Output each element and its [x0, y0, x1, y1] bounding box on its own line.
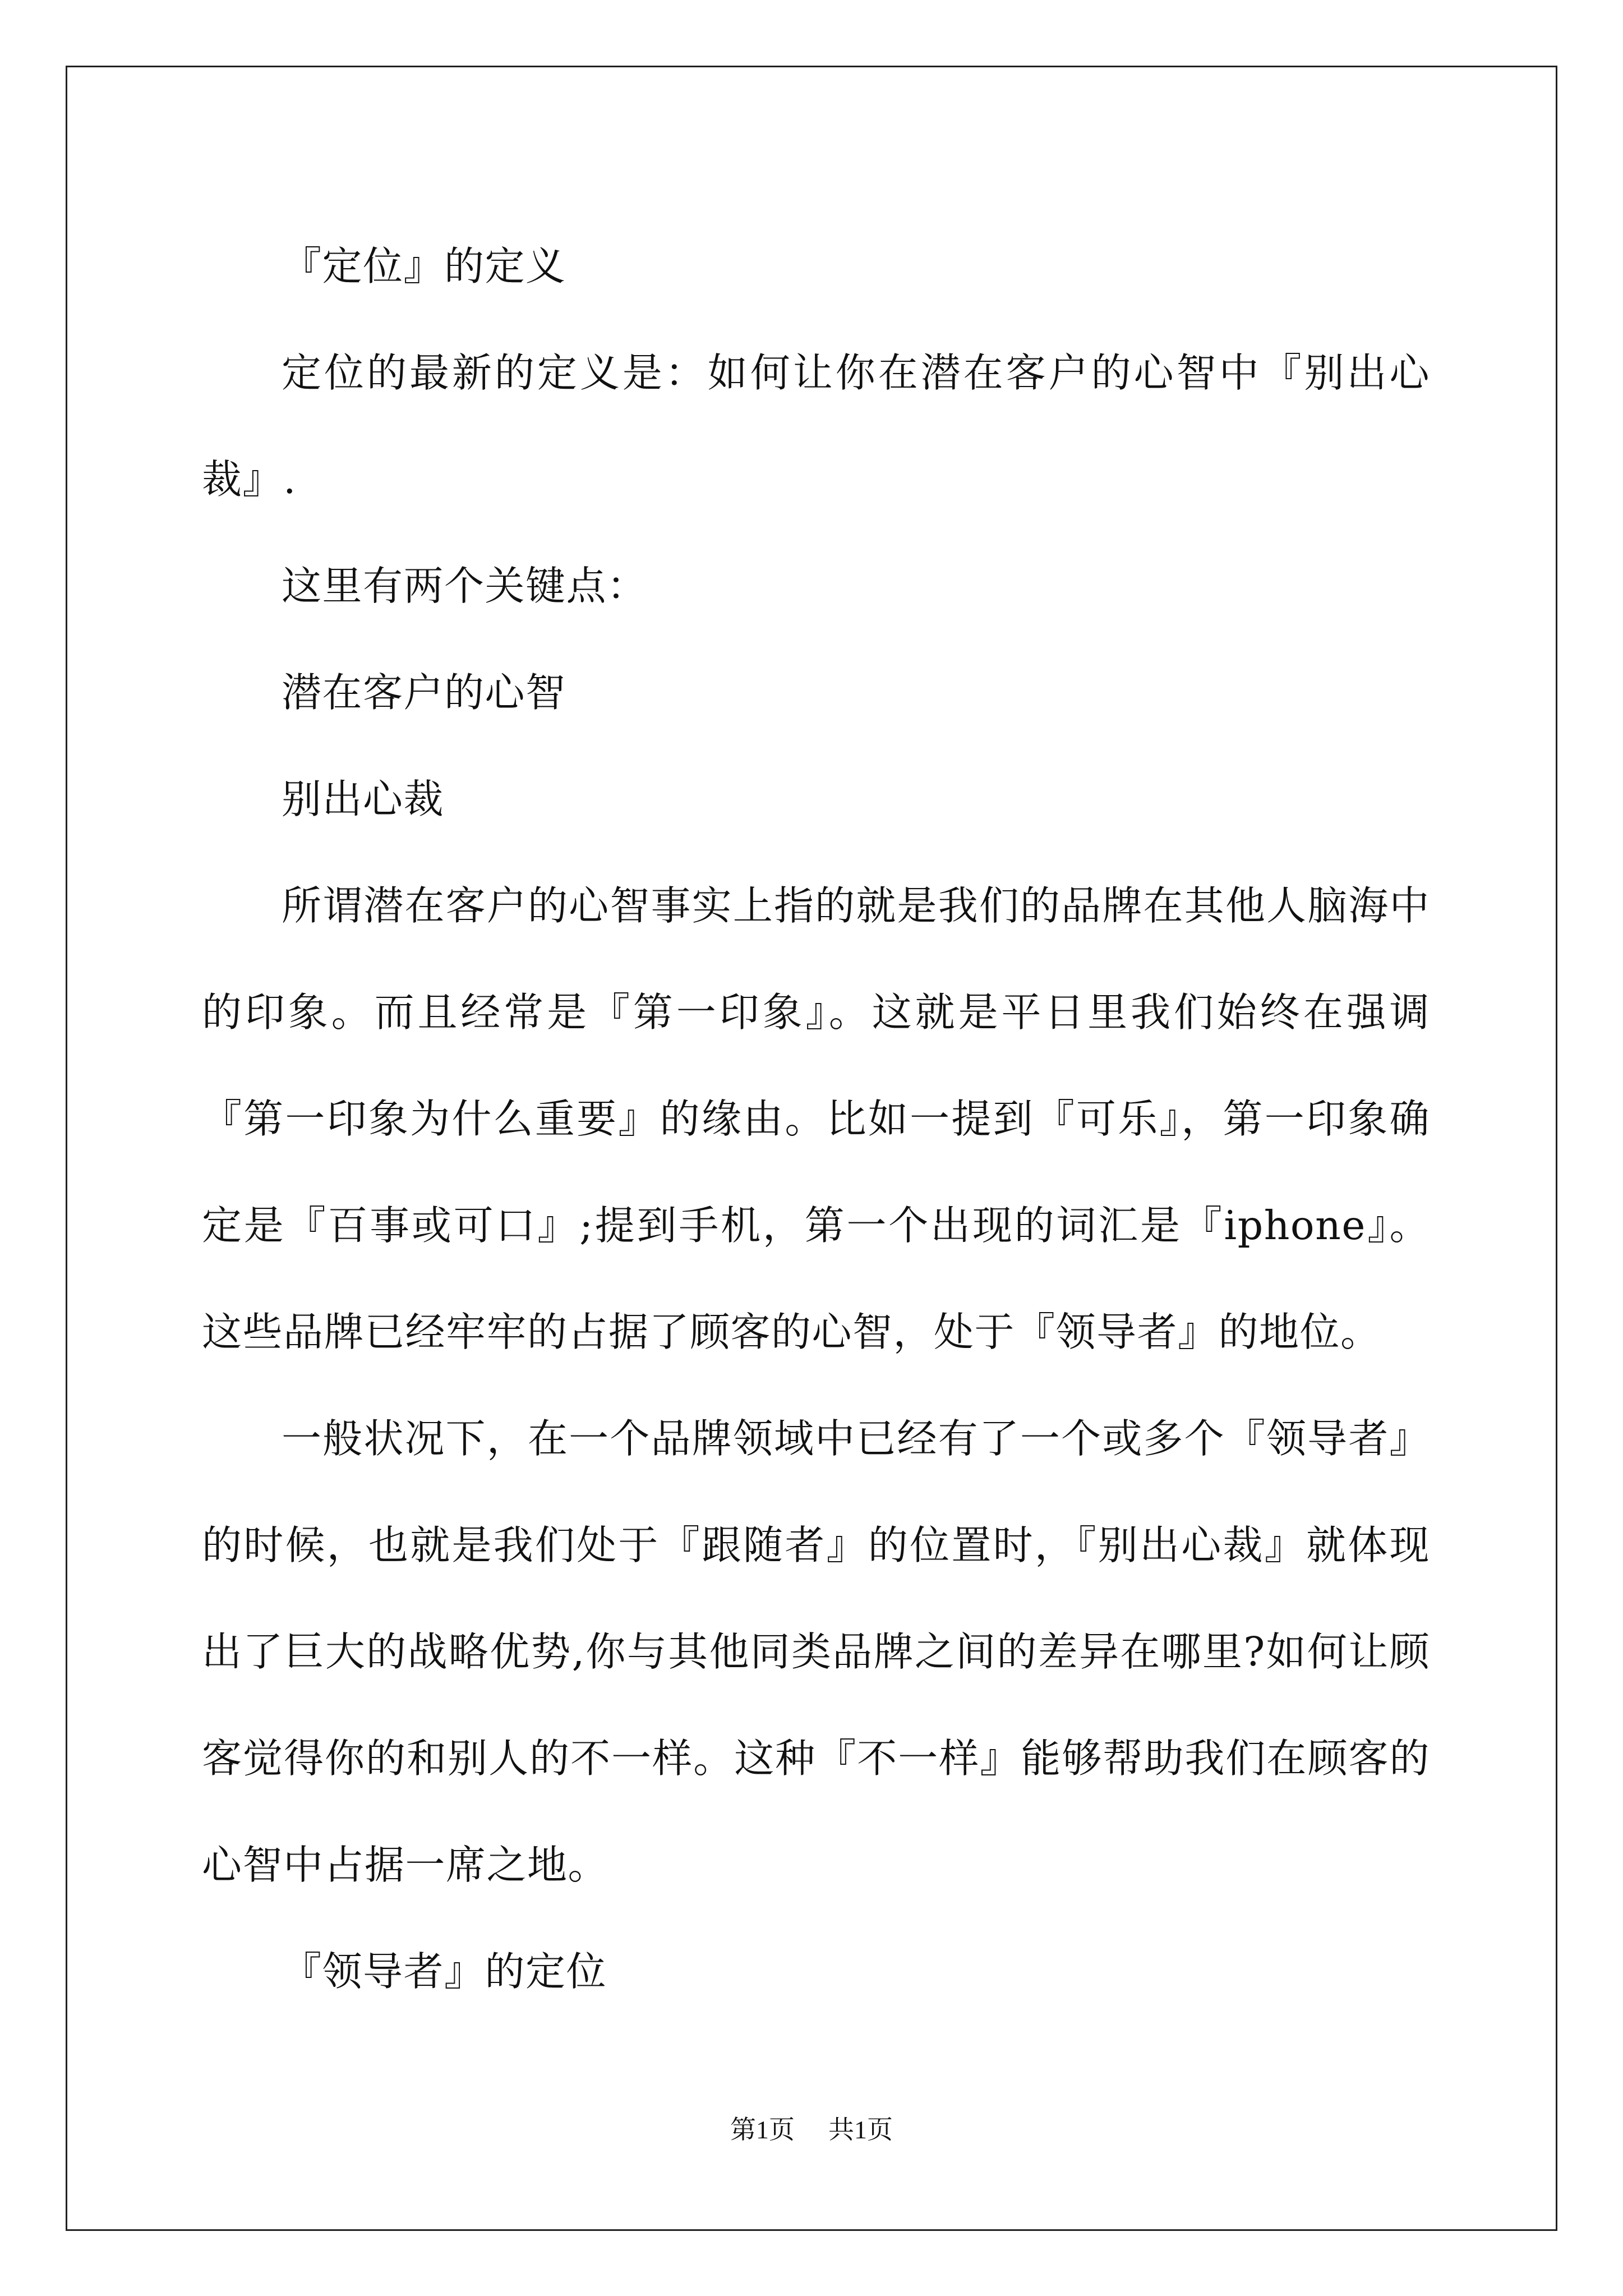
- heading-definition: 『定位』的定义: [282, 243, 566, 289]
- paragraph-definition: 定位的最新的定义是：如何让你在潜在客户的心智中『别出心裁』.: [202, 349, 1430, 503]
- document-body: [202, 213, 1430, 2025]
- list-item-mind: 潜在客户的心智: [282, 669, 566, 716]
- paragraph-key-points: 这里有两个关键点：: [282, 563, 648, 609]
- paragraph-follower: 一般状况下，在一个品牌领域中已经有了一个或多个『领导者』的时候，也就是我们处于『跟随者』的位置时，『别出心裁』就体现出了巨大的战略优势,你与其他同类品牌之间的差异在哪里?如何让顾客觉得你的和别人的不一样。这种『不一样』能够帮助我们在顾客的心智中占据一席之地。: [202, 1415, 1430, 1888]
- page-total: 共1页: [828, 2115, 893, 2144]
- page-number: 第1页: [730, 2115, 795, 2144]
- heading-leader-positioning: 『领导者』的定位: [282, 1948, 607, 1995]
- page-footer: [0, 2109, 1623, 2146]
- paragraph-mind-explained: 所谓潜在客户的心智事实上指的就是我们的品牌在其他人脑海中的印象。而且经常是『第一印象』。这就是平日里我们始终在强调『第一印象为什么重要』的缘由。比如一提到『可乐』，第一印象确定是『百事或可口』;提到手机，第一个出现的词汇是『iphone』。这些品牌已经牢牢的占据了顾客的心智，处于『领导者』的地位。: [202, 882, 1430, 1355]
- list-item-unique: 别出心裁: [282, 776, 445, 822]
